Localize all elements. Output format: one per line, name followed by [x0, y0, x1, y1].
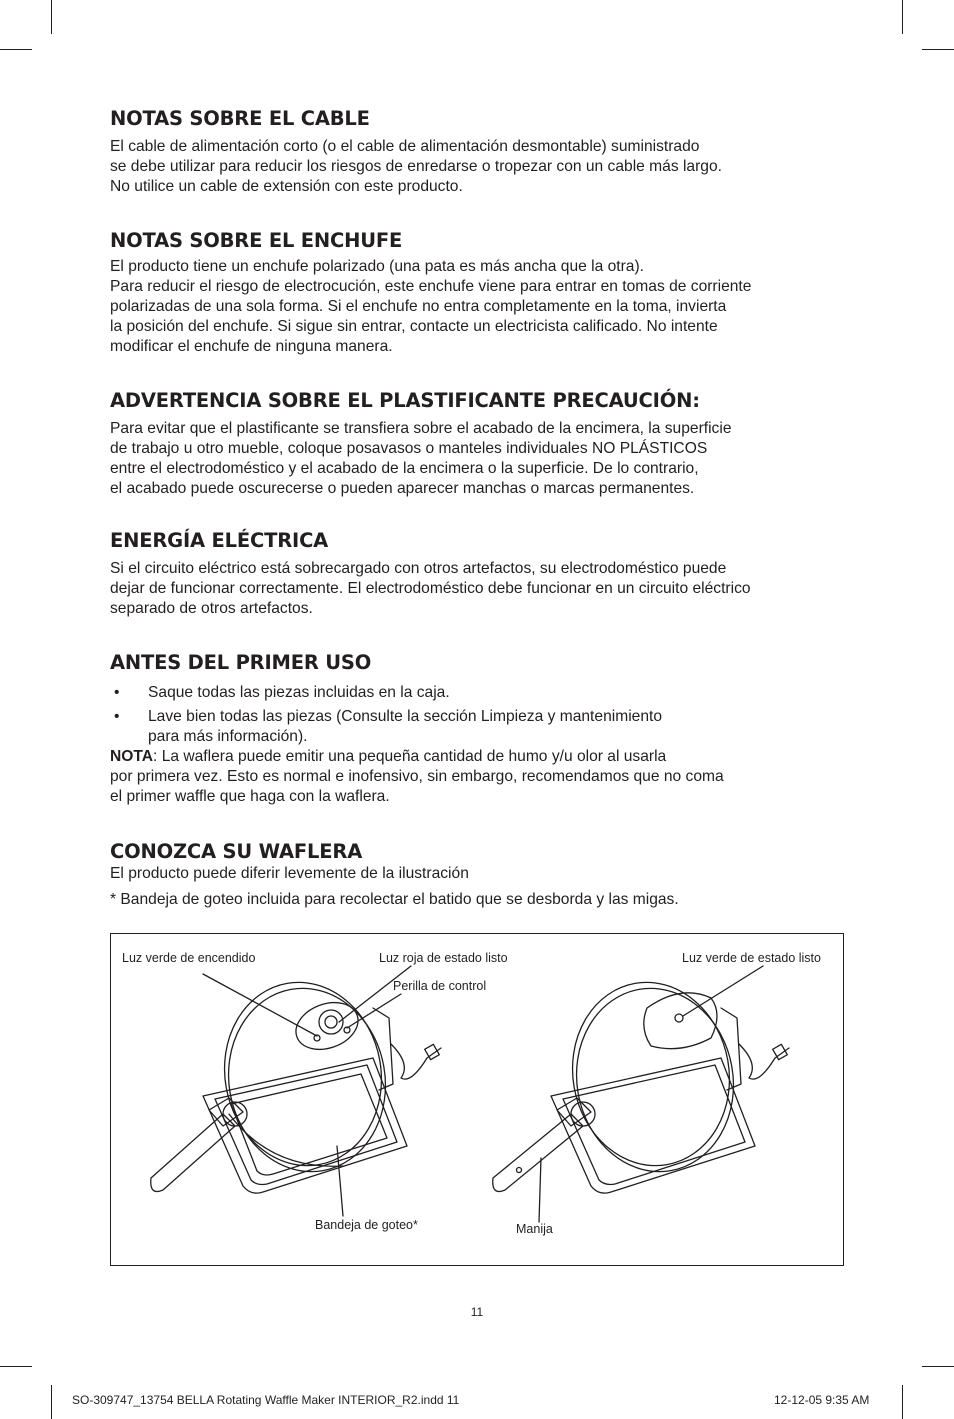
plate-rim: [229, 1114, 343, 1166]
body-line: de trabajo u otro mueble, coloque posavasos o manteles individuales NO PLÁSTICOS: [110, 440, 708, 457]
crop-mark: [51, 0, 52, 34]
note-line: el primer waffle que haga con la waflera.: [110, 788, 390, 805]
label-ready-green: Luz verde de estado listo: [682, 951, 821, 965]
section-heading: CONOZCA SU WAFLERA: [110, 840, 363, 863]
body-line: entre el electrodoméstico y el acabado de la encimera o la superficie. De lo contrario,: [110, 460, 699, 477]
control-knob-center: [325, 1016, 337, 1028]
list-item-continuation: [110, 727, 850, 747]
handle-hole: [517, 1168, 522, 1173]
label-power-light: Luz verde de encendido: [122, 951, 256, 965]
body-line: dejar de funcionar correctamente. El electrodoméstico debe funcionar en un circuito eléctrico: [110, 580, 751, 597]
power-cord: [739, 1044, 789, 1079]
ready-light: [675, 1014, 683, 1022]
label-ready-red: Luz roja de estado listo: [379, 951, 508, 965]
list-item: [110, 683, 850, 703]
body-line: El producto tiene un enchufe polarizado (una pata es más ancha que la otra).: [110, 258, 645, 275]
waffle-maker-right: [493, 966, 789, 1222]
hinge: [373, 1008, 393, 1090]
crop-mark: [922, 1366, 954, 1367]
crop-mark: [0, 1366, 32, 1367]
body-line: El producto puede diferir levemente de la ilustración: [110, 865, 469, 882]
crop-mark: [51, 1385, 52, 1419]
crop-mark: [902, 1385, 903, 1419]
waffle-maker-left: [151, 966, 441, 1216]
body-line: modificar el enchufe de ninguna manera.: [110, 338, 393, 355]
body-line: Para reducir el riesgo de electrocución, este enchufe viene para entrar en tomas de corriente: [110, 278, 752, 295]
handle: [493, 1114, 583, 1192]
section-cable-notes: [110, 107, 850, 197]
bullet: •: [114, 684, 120, 701]
bullet-text: Saque todas las piezas incluidas en la caja.: [148, 684, 450, 701]
section-heading: ENERGÍA ELÉCTRICA: [110, 529, 329, 552]
section-heading: ANTES DEL PRIMER USO: [110, 651, 372, 674]
slug-date: 12-12-05 9:35 AM: [774, 1393, 870, 1407]
body-line: * Bandeja de goteo incluida para recolectar el batido que se desborda y las migas.: [110, 891, 679, 908]
label-control-knob: Perilla de control: [393, 979, 487, 993]
body-line: polarizadas de una sola forma. Si el enchufe no entra completamente en la toma, invierta: [110, 298, 727, 315]
bullet-text: Lave bien todas las piezas (Consulte la sección Limpieza y mantenimiento: [148, 708, 663, 725]
body-line: el acabado puede oscurecerse o pueden aparecer manchas o marcas permanentes.: [110, 480, 695, 497]
leader-line: [539, 1158, 541, 1222]
note-text: : La waflera puede emitir una pequeña cantidad de humo y/u olor al usarla: [153, 748, 667, 765]
body-line: Si el circuito eléctrico está sobrecargado con otros artefactos, su electrodoméstico puede: [110, 560, 727, 577]
body-line: se debe utilizar para reducir los riesgos de enredarse o tropezar con un cable más largo.: [110, 158, 722, 175]
section-heading: NOTAS SOBRE EL ENCHUFE: [110, 229, 403, 252]
section-electrical-power: [110, 529, 850, 619]
section-plug-notes: [110, 229, 850, 357]
drip-tray: [563, 1065, 745, 1185]
waffle-maker-illustration: [110, 933, 844, 1266]
lower-plate: [562, 976, 748, 1184]
hinge: [721, 1008, 741, 1090]
section-before-first-use: [110, 651, 850, 807]
section-know-your-waffle-maker: [110, 840, 850, 910]
section-heading: NOTAS SOBRE EL CABLE: [110, 107, 370, 130]
list-item: [110, 707, 850, 727]
body-line: El cable de alimentación corto (o el cable de alimentación desmontable) suministrado: [110, 138, 700, 155]
leader-line: [203, 974, 317, 1036]
crop-mark: [902, 0, 903, 34]
bullet-text: para más información).: [148, 728, 308, 745]
body-line: la posición del enchufe. Si sigue sin entrar, contacte un electricista calificado. No intente: [110, 318, 718, 335]
note-line: [110, 747, 850, 767]
note-line: por primera vez. Esto es normal e inofensivo, sin embargo, recomendamos que no coma: [110, 768, 724, 785]
lower-plate: [214, 976, 400, 1184]
section-plasticizer-warning: [110, 389, 850, 499]
crop-mark: [922, 49, 954, 50]
crop-mark: [0, 49, 32, 50]
note-label: NOTA: [110, 748, 154, 765]
label-drip-tray: Bandeja de goteo*: [315, 1218, 418, 1232]
bullet: •: [114, 708, 120, 725]
label-handle: Manija: [516, 1222, 553, 1236]
slug-file: SO-309747_13754 BELLA Rotating Waffle Maker INTERIOR_R2.indd 11: [72, 1393, 460, 1407]
section-heading: ADVERTENCIA SOBRE EL PLASTIFICANTE PRECAUCIÓN:: [110, 389, 700, 412]
body-line: Para evitar que el plastificante se transfiera sobre el acabado de la encimera, la superficie: [110, 420, 732, 437]
power-cord: [391, 1044, 441, 1079]
body-line: No utilice un cable de extensión con este producto.: [110, 178, 463, 195]
body-line: separado de otros artefactos.: [110, 600, 313, 617]
page-number: 11: [470, 1305, 484, 1319]
drip-tray: [215, 1065, 397, 1185]
